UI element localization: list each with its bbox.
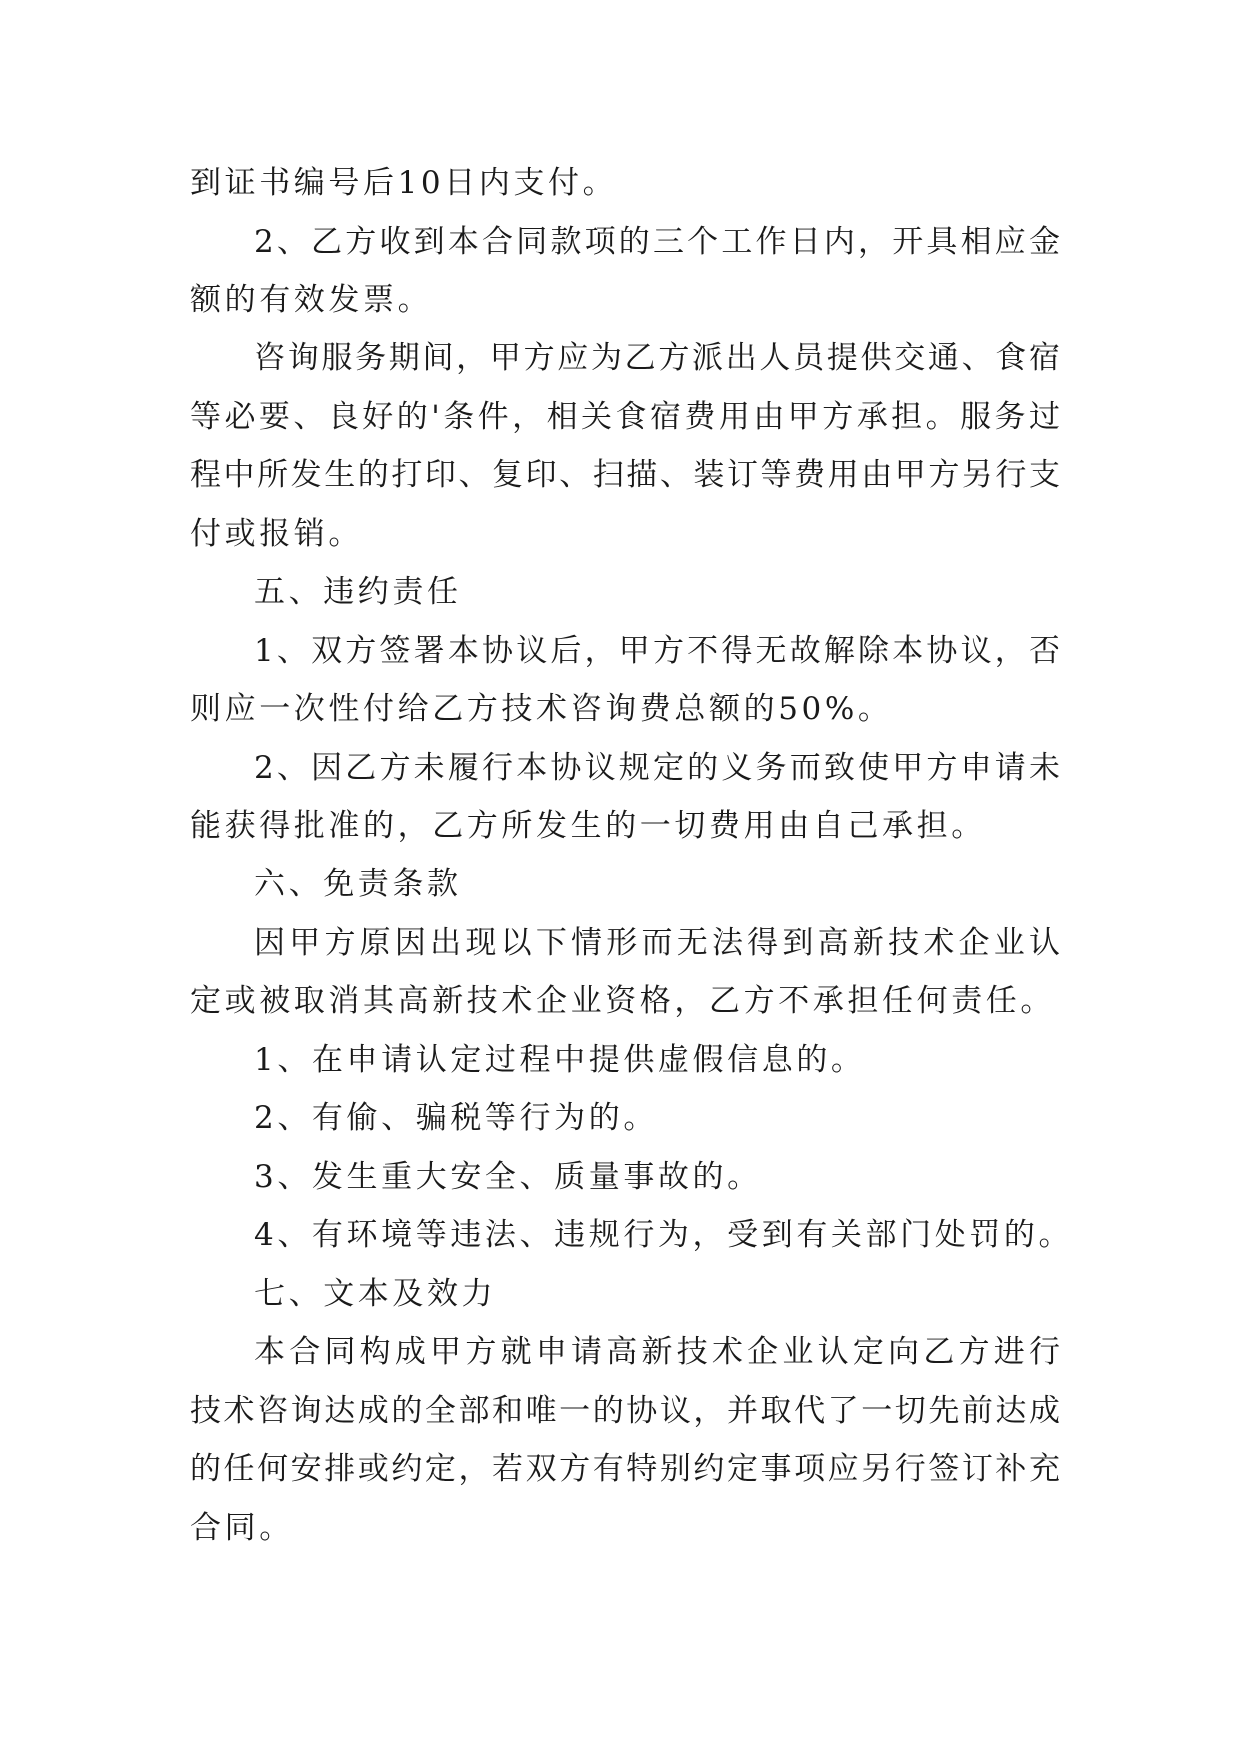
section-heading: 六、免责条款 [254, 866, 462, 902]
text-line: 定或被取消其高新技术企业资格，乙方不承担任何责任。 [190, 983, 1055, 1019]
list-item: 1、在申请认定过程中提供虚假信息的。 [254, 1042, 866, 1078]
text-line: 等必要、良好的'条件，相关食宿费用由甲方承担。服务过 [190, 399, 1060, 435]
text-line: 因甲方原因出现以下情形而无法得到高新技术企业认 [254, 925, 1060, 961]
text-line: 本合同构成甲方就申请高新技术企业认定向乙方进行 [254, 1334, 1060, 1370]
text-line: 1、双方签署本协议后，甲方不得无故解除本协议，否 [254, 633, 1060, 669]
text-line: 技术咨询达成的全部和唯一的协议，并取代了一切先前达成 [190, 1393, 1060, 1429]
text-line: 的任何安排或约定，若双方有特别约定事项应另行签订补充 [190, 1451, 1060, 1487]
list-item: 2、有偷、骗税等行为的。 [254, 1100, 658, 1136]
section-heading: 五、违约责任 [254, 574, 462, 610]
text-line: 咨询服务期间，甲方应为乙方派出人员提供交通、食宿 [254, 340, 1060, 376]
text-line: 则应一次性付给乙方技术咨询费总额的50%。 [190, 691, 893, 727]
text-line: 2、乙方收到本合同款项的三个工作日内，开具相应金 [254, 224, 1060, 260]
text-line: 2、因乙方未履行本协议规定的义务而致使甲方申请未 [254, 750, 1060, 786]
text-line: 合同。 [190, 1510, 294, 1546]
text-line: 程中所发生的打印、复印、扫描、装订等费用由甲方另行支 [190, 457, 1060, 493]
list-item: 4、有环境等违法、违规行为，受到有关部门处罚的。 [254, 1217, 1074, 1253]
text-line: 额的有效发票。 [190, 282, 433, 318]
list-item: 3、发生重大安全、质量事故的。 [254, 1159, 762, 1195]
text-line: 付或报销。 [190, 516, 363, 552]
text-line: 到证书编号后10日内支付。 [190, 165, 618, 201]
section-heading: 七、文本及效力 [254, 1276, 497, 1312]
text-line: 能获得批准的，乙方所发生的一切费用由自己承担。 [190, 808, 986, 844]
